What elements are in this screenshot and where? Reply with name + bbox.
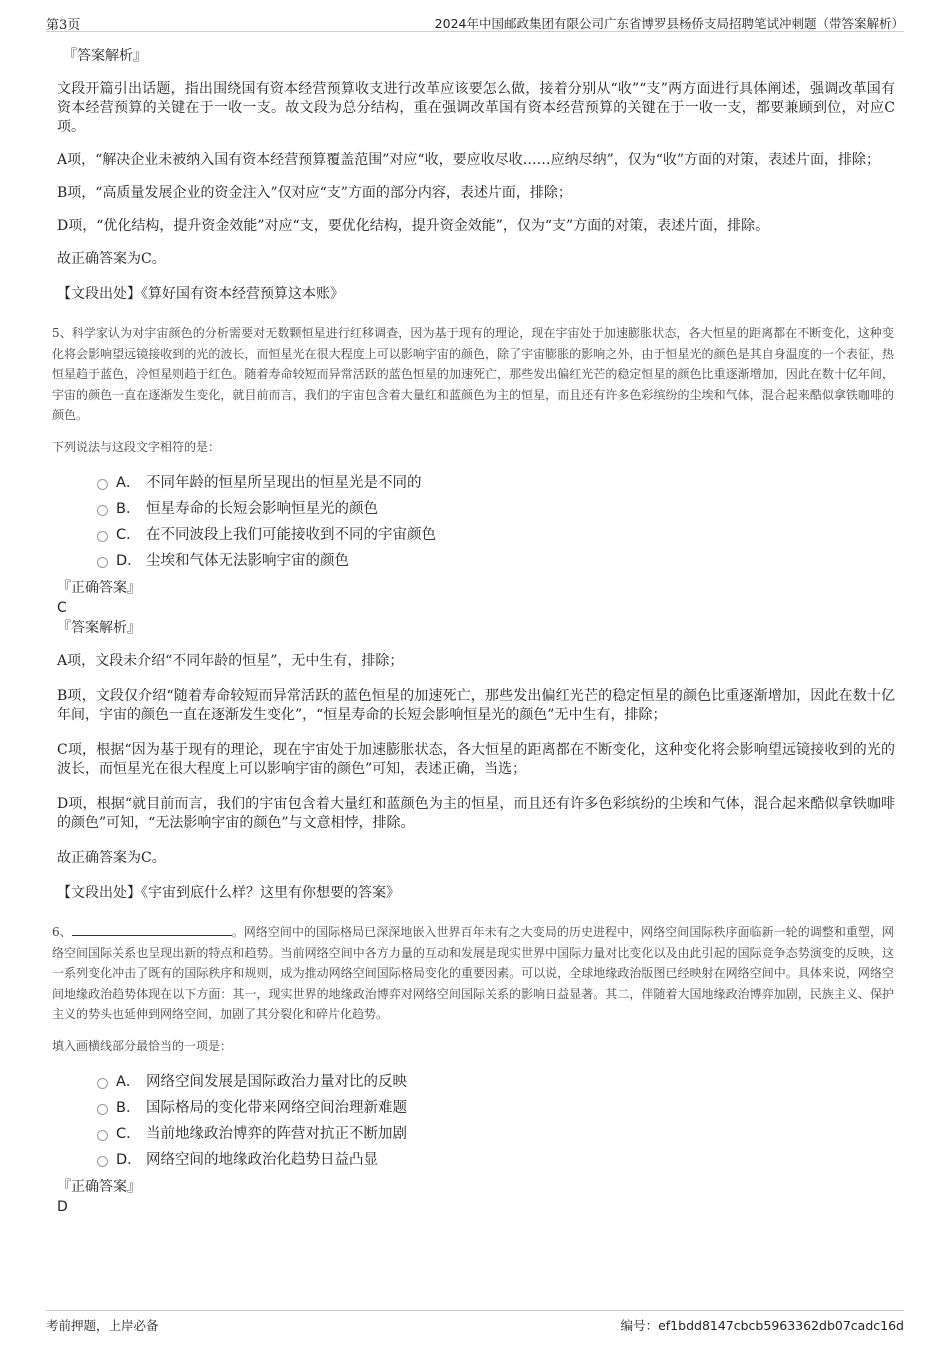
q5-options bbox=[97, 468, 895, 572]
q5-source: 【文段出处】《宇宙到底什么样？这里有你想要的答案》 bbox=[57, 885, 400, 901]
q6-number: 6、 bbox=[52, 925, 72, 939]
q4-source: 【文段出处】《算好国有资本经营预算这本账》 bbox=[57, 286, 344, 302]
document-title: 2024年中国邮政集团有限公司广东省博罗县杨侨支局招聘笔试冲刺题（带答案解析） bbox=[434, 16, 904, 31]
radio-icon[interactable] bbox=[97, 1130, 108, 1141]
q5-analysis-option-b: B项，文段仅介绍“随着寿命较短而异常活跃的蓝色恒星的加速死亡，那些发出偏红光芒的稳定恒星的颜色比重逐渐增加，因此在数十亿年间，宇宙的颜色一直在逐渐发生变化”，“恒星寿命的长短会影响恒星光的颜色”无中生有，排除； bbox=[57, 688, 895, 723]
q4-analysis-overview: 文段开篇引出话题，指出围绕国有资本经营预算收支进行改革应该要怎么做，接着分别从“收”“支”两方面进行具体阐述，强调改革国有资本经营预算的关键在于一收一支。故文段为总分结构，重在强调改革国有资本经营预算的关键在于一收一支，都要兼顾到位，对应C项。 bbox=[57, 81, 895, 135]
q5-option-a[interactable]: A． 不同年龄的恒星所呈现出的恒星光是不同的 bbox=[97, 468, 895, 494]
q5-analysis-option-d: D项，根据“就目前而言，我们的宇宙包含着大量红和蓝颜色为主的恒星，而且还有许多色彩缤纷的尘埃和气体，混合起来酷似拿铁咖啡的颜色”可知，“无法影响宇宙的颜色”与文意相悖，排除。 bbox=[57, 796, 895, 831]
q5-analysis-label: 『答案解析』 bbox=[57, 620, 141, 636]
q6-option-c[interactable]: C． 当前地缘政治博弈的阵营对抗正不断加剧 bbox=[97, 1119, 895, 1145]
page-number: 第3页 bbox=[46, 18, 81, 33]
document-code: 编号：ef1bdd8147cbcb5963362db07cadc16d bbox=[620, 1318, 904, 1333]
q5-correct-label: 『正确答案』 bbox=[57, 580, 141, 596]
q6-correct-answer: D bbox=[57, 1199, 68, 1215]
q4-conclusion: 故正确答案为C。 bbox=[57, 251, 166, 267]
radio-icon[interactable] bbox=[97, 505, 108, 516]
radio-icon[interactable] bbox=[97, 1078, 108, 1089]
page-footer bbox=[46, 1310, 904, 1334]
q6-option-d[interactable]: D． 网络空间的地缘政治化趋势日益凸显 bbox=[97, 1145, 895, 1171]
q6-correct-label: 『正确答案』 bbox=[57, 1179, 141, 1195]
q5-conclusion: 故正确答案为C。 bbox=[57, 850, 166, 866]
q6-prompt: 填入画横线部分最恰当的一项是： bbox=[52, 1038, 233, 1053]
q5-analysis-option-a: A项，文段未介绍“不同年龄的恒星”，无中生有，排除； bbox=[57, 653, 404, 669]
q6-stem-text: 。网络空间中的国际格局已深深地嵌入世界百年未有之大变局的历史进程中，网络空间国际秩序面临新一轮的调整和重塑，网络空间国际关系也呈现出新的特点和趋势。当前网络空间中各方力量的互动和发展是现实世界中国际力量对比变化以及由此引起的国际竞争态势演变的反映，这一系列变化冲击了既有的国际秩序和规则，成为推动网络空间国际格局变化的重要因素。可以说，全球地缘政治版图已经映射在网络空间中。具体来说，网络空间地缘政治趋势体现在以下方面：其一，现实世界的地缘政治博弈对网络空间国际关系的影响日益显著。其二，伴随着大国地缘政治博弈加剧，民族主义、保护主义的势头也延伸到网络空间，加剧了其分裂化和碎片化趋势。 bbox=[52, 925, 894, 1021]
radio-icon[interactable] bbox=[97, 479, 108, 490]
document-body bbox=[52, 46, 895, 1217]
page-header bbox=[46, 10, 904, 32]
q4-analysis-option-d: D项，“优化结构，提升资金效能”对应“支，要优化结构，提升资金效能”，仅为“支”方面的对策，表述片面，排除。 bbox=[57, 218, 770, 234]
footer-slogan: 考前押题，上岸必备 bbox=[46, 1318, 159, 1333]
q5-analysis-option-c: C项，根据“因为基于现有的理论，现在宇宙处于加速膨胀状态，各大恒星的距离都在不断变化，这种变化将会影响望远镜接收到的光的波长，而恒星光在很大程度上可以影响宇宙的颜色”可知，表述正确，当选； bbox=[57, 742, 895, 777]
q5-option-b[interactable]: B． 恒星寿命的长短会影响恒星光的颜色 bbox=[97, 494, 895, 520]
q5-option-c[interactable]: C． 在不同波段上我们可能接收到不同的宇宙颜色 bbox=[97, 520, 895, 546]
radio-icon[interactable] bbox=[97, 1156, 108, 1167]
q5-prompt: 下列说法与这段文字相符的是： bbox=[52, 439, 221, 454]
q4-analysis-label: 『答案解析』 bbox=[63, 48, 147, 64]
q5-stem: 5、科学家认为对宇宙颜色的分析需要对无数颗恒星进行红移调查，因为基于现有的理论，现在宇宙处于加速膨胀状态，各大恒星的距离都在不断变化，这种变化将会影响望远镜接收到的光的波长，而恒星光在很大程度上可以影响宇宙的颜色，除了宇宙膨胀的影响之外，由于恒星光的颜色是其自身温度的一个表征，热恒星趋于蓝色，冷恒星则趋于红色。随着寿命较短而异常活跃的蓝色恒星的加速死亡，那些发出偏红光芒的稳定恒星的颜色比重逐渐增加，因此在数十亿年间，宇宙的颜色一直在逐渐发生变化，就目前而言，我们的宇宙包含着大量红和蓝颜色为主的恒星，而且还有许多色彩缤纷的尘埃和气体，混合起来酷似拿铁咖啡的颜色。 bbox=[52, 326, 894, 422]
q5-correct-answer: C bbox=[57, 600, 67, 616]
q5-option-d[interactable]: D． 尘埃和气体无法影响宇宙的颜色 bbox=[97, 546, 895, 572]
q6-option-a[interactable]: A． 网络空间发展是国际政治力量对比的反映 bbox=[97, 1067, 895, 1093]
q4-analysis-option-b: B项，“高质量发展企业的资金注入”仅对应“支”方面的部分内容，表述片面，排除； bbox=[57, 185, 572, 201]
q6-stem bbox=[52, 922, 894, 1025]
radio-icon[interactable] bbox=[97, 557, 108, 568]
q4-analysis-option-a: A项，“解决企业未被纳入国有资本经营预算覆盖范围”对应“收，要应收尽收……应纳尽纳”，仅为“收”方面的对策，表述片面，排除； bbox=[57, 152, 881, 168]
q6-option-b[interactable]: B． 国际格局的变化带来网络空间治理新难题 bbox=[97, 1093, 895, 1119]
q6-options bbox=[97, 1067, 895, 1171]
answer-blank bbox=[72, 924, 232, 936]
radio-icon[interactable] bbox=[97, 1104, 108, 1115]
radio-icon[interactable] bbox=[97, 531, 108, 542]
